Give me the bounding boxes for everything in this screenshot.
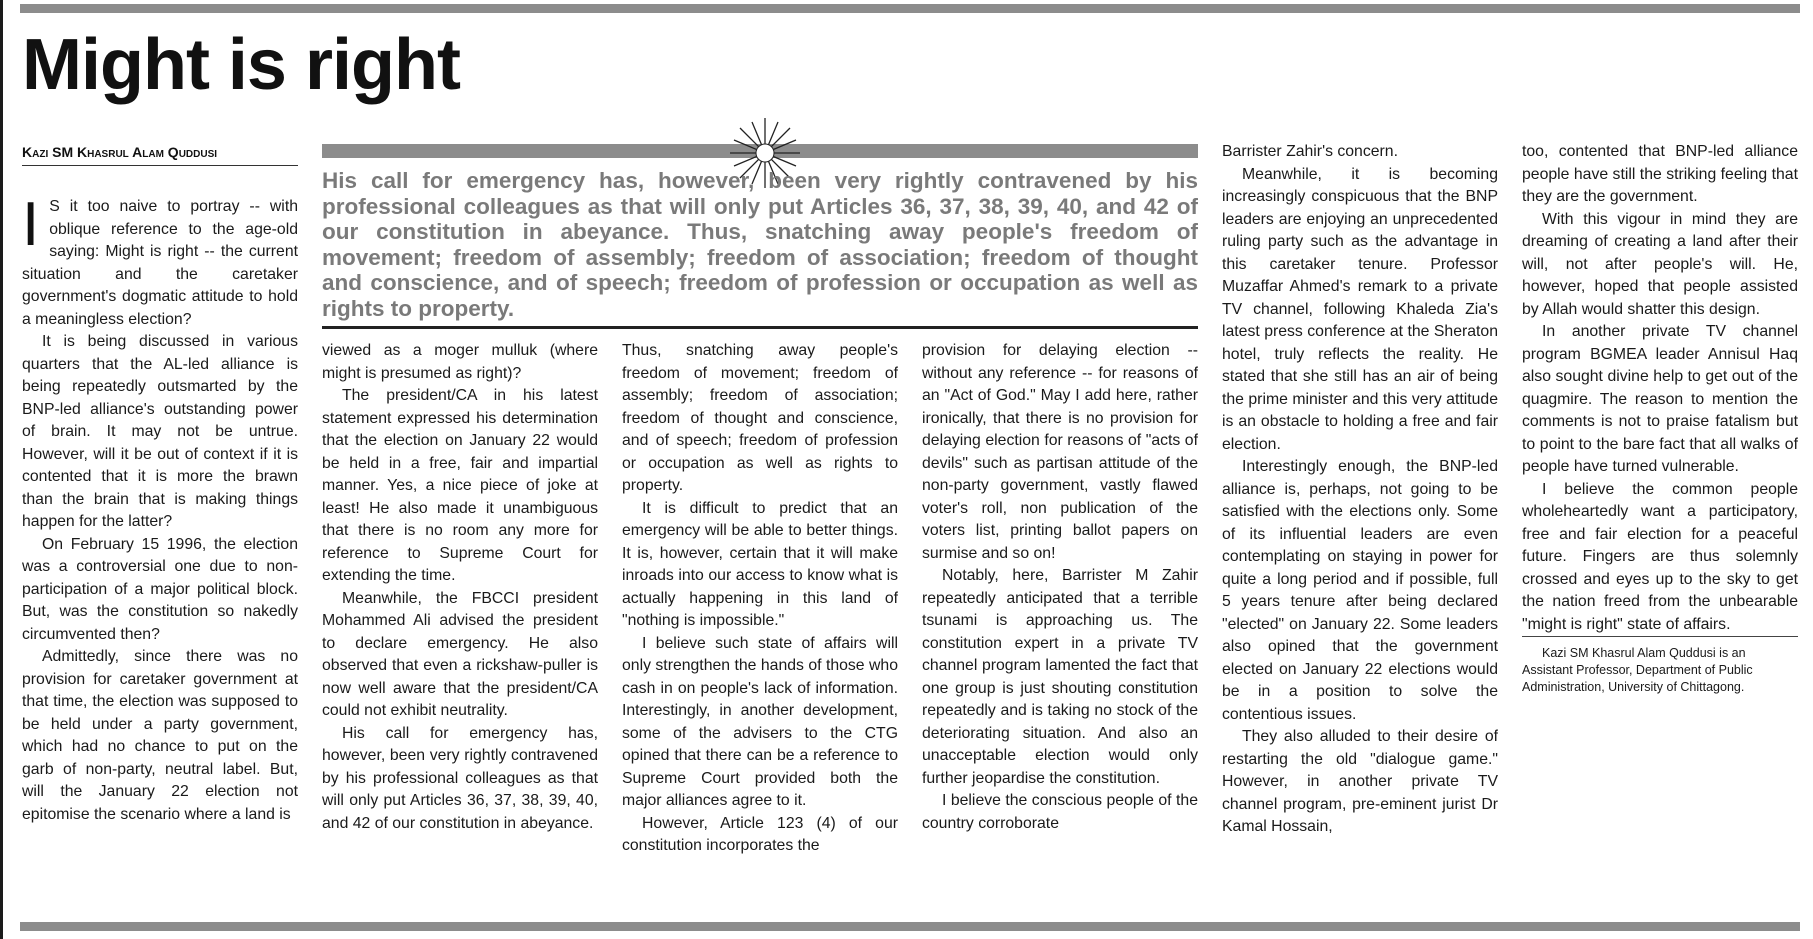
article-column-3 [622, 340, 898, 918]
paragraph: Meanwhile, the FBCCI president Mohammed Ali advised the president to declare emergency. He also observed that even a rickshaw-puller is now well aware that the president/CA could not exhibit neutrality. [322, 589, 598, 719]
paragraph: However, Article 123 (4) of our constitution incorporates the [622, 814, 898, 854]
top-rule [20, 4, 1800, 13]
opening-paragraph [22, 196, 298, 331]
paragraph: On February 15 1996, the election was a controversial one due to non-participation of a major political block. But, was the constitution so nakedly circumvented then? [22, 535, 298, 643]
paragraph: The president/CA in his latest statement expressed his determination that the election on January 22 would be held in a free, fair and impartial manner. Yes, a nice piece of joke at least! He also made it unambiguous that there is no room any more for reference to Supreme Court for extending the time. [322, 387, 598, 584]
paragraph: They also alluded to their desire of restarting the old "dialogue game." However, in another private TV channel program, pre-eminent jurist Dr Kamal Hossain, [1222, 728, 1498, 835]
pull-quote: His call for emergency has, however, been very rightly contravened by his professional colleagues as that will only put Articles 36, 37, 38, 39, 40, and 42 of our constitution in abeyance. Thus, snatching away people's freedom of movement; freedom of assembly; freedom of association; freedom of thought and conscience, and of speech; freedom of profession or occupation as well as rights to property. [322, 168, 1198, 321]
paragraph: Interestingly enough, the BNP-led alliance is, perhaps, not going to be satisfied with the elections only. Some of its influential leaders are even contemplating on staying in power for quite a long period and if possible, full 5 years tenure after being declared "elected" on January 22. Some leaders also opined that the government elected on January 22 elections would be in a position to solve the contentious issues. [1222, 458, 1498, 723]
paragraph: In another private TV channel program BGMEA leader Annisul Haq also sought divine help to get out of the quagmire. The reason to mention the comments is not to praise fatalism but to point to the bare fact that all walks of people have turned vulnerable. [1522, 323, 1798, 475]
page-left-edge-rule [0, 0, 3, 939]
article-column-5 [1222, 141, 1498, 918]
paragraph: Meanwhile, it is becoming increasingly conspicuous that the BNP leaders are enjoying an unprecedented ruling party such as the advantage in this caretaker tenure. Professor Muzaffar Ahmed's remark to a private TV channel, following Khaleda Zia's latest press conference at the Sheraton hotel, truly reflects the reality. He stated that she still has an air of being the prime minister and this very attitude is an obstacle to holding a free and fair election. [1222, 165, 1498, 453]
pull-quote-rule [322, 326, 1198, 329]
paragraph: It is difficult to predict that an emergency will be able to better things. It is, however, certain that it will make inroads into our access to know what is actually happening in this land of "nothing is impossible." [622, 499, 898, 629]
paragraph: I believe the conscious people of the country corroborate [922, 792, 1198, 832]
continued-paragraph: viewed as a moger mulluk (where might is presumed as right)? [322, 342, 598, 382]
author-bio: Kazi SM Khasrul Alam Quddusi is an Assistant Professor, Department of Public Administration, University of Chittagong. [1522, 636, 1798, 696]
article-column-4 [922, 340, 1198, 918]
bottom-rule [20, 922, 1800, 931]
paragraph: His call for emergency has, however, been very rightly contravened by his professional colleagues as that will only put Articles 36, 37, 38, 39, 40, and 42 of our constitution in abeyance. [322, 724, 598, 832]
drop-cap: I [22, 196, 40, 259]
paragraph: I believe such state of affairs will only strengthen the hands of those who cash in on people's lack of information. Interestingly, in another development, some of the advisers to the CTG opined that there can be a reference to Supreme Court provided both the major alliances agree to it. [622, 634, 898, 809]
continued-paragraph: Thus, snatching away people's freedom of movement; freedom of assembly; freedom of association; freedom of thought and conscience, and of speech; freedom of profession or occupation as well as rights to property. [622, 342, 898, 494]
continued-paragraph: Barrister Zahir's concern. [1222, 143, 1398, 160]
article-column-1 [22, 196, 298, 918]
paragraph: Notably, here, Barrister M Zahir repeatedly anticipated that a terrible tsunami is approaching us. The constitution expert in a private TV channel program lamented the fact that one group is just shouting constitution repeatedly and is taking no stock of the deteriorating situation. And also an unacceptable election would only further jeopardise the constitution. [922, 567, 1198, 787]
article-column-2 [322, 340, 598, 918]
opening-text: S it too naive to portray -- with oblique reference to the age-old saying: Might is right -- the current situation and the caretaker government's dogmatic attitude to hold a meaningless election? [22, 198, 298, 328]
headline: Might is right [22, 25, 460, 105]
article-column-6 [1522, 141, 1798, 918]
paragraph: Admittedly, since there was no provision for caretaker government at that time, the election was supposed to be held under a party government, which had no chance to put on the garb of non-party, neutral label. But, will the January 22 election not epitomise the scenario where a land is [22, 648, 298, 823]
continued-paragraph: too, contented that BNP-led alliance people have still the striking feeling that they are the government. [1522, 143, 1798, 205]
paragraph: It is being discussed in various quarters that the AL-led alliance is being repeatedly outsmarted by the BNP-led alliance's outstanding power of brain. It may not be untrue. However, will it be out of context if it is contented that it is more the brawn than the brain that is making things happen for the latter? [22, 333, 298, 530]
byline: Kazi SM Khasrul Alam Quddusi [22, 144, 298, 166]
paragraph: I believe the common people wholeheartedly want a participatory, free and fair election for a peaceful future. Fingers are thus solemnly crossed and eyes up to the sky to get the nation freed from the unbearable "might is right" state of affairs. [1522, 480, 1798, 633]
continued-paragraph: provision for delaying election -- without any reference -- for reasons of an "Act of God." May I add here, rather ironically, that there is no provision for delaying election for reasons of "acts of devils" such as partisan attitude of the non-party government, vastly flawed voter's roll, non publication of the voters list, printing ballot papers on surmise and so on! [922, 342, 1198, 562]
paragraph: With this vigour in mind they are dreaming of creating a land after their will, not after people's will. He, however, hoped that people assisted by Allah would shatter this design. [1522, 210, 1798, 318]
